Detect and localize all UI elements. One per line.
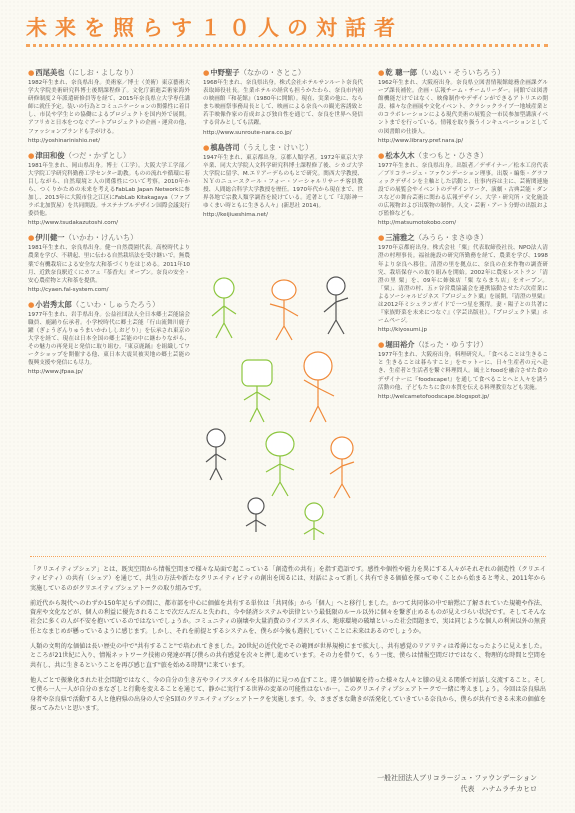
profile-url[interactable]: http://www.library.pref.nara.jp/ bbox=[378, 137, 464, 144]
profile-tsuda bbox=[28, 151, 190, 228]
profile-koiwa bbox=[28, 300, 190, 377]
bullet-icon: ● bbox=[28, 150, 35, 160]
profile-bio: 1968年生まれ、奈良県出身。株式会社ホテルサンルート奈良代表取締役社長。生業ホテルの経営も担うかたわら、奈良市内初の映画館『和花館』（1980年に開館）。現在、実業の他に、ならまち映画祭事務局長として、映画による奈良への観光客誘致と若手映像作家の育成および独自性を通じて、奈良を世界へ発信する営みとしても活躍。 bbox=[203, 80, 363, 127]
profile-bio: 1981年生まれ、岡山県出身。博士（工学）。大阪大学工学部／大学院工学研究科勤務工学センター助教。ものの流れや循環に着目しながら、自然環境と人の関係性について考察。2010年から、つくりかための未来を考えるFabLab Japan Networkに参加し、2013年に大阪市住之江区にFabLab Kitakagaya（ファブラボ北加賀屋）を共同開設。サステナブルデザイン国際会議実行委員他。 bbox=[28, 162, 190, 218]
character-illustrations bbox=[196, 268, 376, 548]
profile-bio: 1977年生まれ、奈良県出身。出版者／デザイナー／松本工房代表／ブリコラージュ・ファウンデーション理事。出版・編集・グラフィックデザインを主軸とした活動と、仕事内容は主に、芸術関連施設での展覧会やイベントのデザインワーク、演劇・古典芸能・ダンスなどの舞台芸術に関わる広報デザイン、大学・研究所・文化施設の広報物および出版物の制作。人文・芸術・アート分野の出版および監修なども。 bbox=[378, 162, 548, 218]
column-middle bbox=[203, 68, 363, 225]
profile-name: ●槙島啓司（うえしま・けいじ） bbox=[203, 142, 313, 152]
signature-org: 一般社団法人ブリコラージュ・ファウンデーション bbox=[377, 774, 537, 782]
profile-bio: 1947年生まれ、東京都出身。京都人類学者。1972年東京大学卒業、同大大学院人文科学研究科博士課程修了後、シカゴ大学大学院に留学、M.エリアーデらのもとで研究。関西大学教授、ＮＹのニュースクール・フォー・ソーシャルリサーチ客員教授、人間総合科学大学教授を歴任。1970年代から現在まで、世界各地で宗教人類学調査を続けている。近著として『幻影神一ゆくまい時ともに生きる人々』(新思社 2014)。 bbox=[203, 154, 363, 210]
profile-nakano bbox=[203, 68, 363, 137]
profile-bio: 1982年生まれ、奈良県出身。美術家／博士（美術）東京藝術大学大学院美術研究科博士後期課程修了。文化庁新進芸術家海外研修制度２年派遣研修員等を経て、2015年奈良県立大学専任講師に就任予定。装いの行為とコミュニケーションの関係性に着目し、市民や学生との協働によるプロジェクトを国内外で展開。アフリカと日本をつなぐアートプロジェクトの企画・運営の他、ファッションブランドも手がける。 bbox=[28, 80, 190, 135]
intro-paragraph: 前近代から現代へのわずか150年足らずの間に、都市部を中心に価値を共有する単位は「共同体」から「個人」へと移行しました。かつて共同体の中で暗黙に了解されていた規範や作法、資産や文化などが、個人の利益に優先されることで次だんだんと失われ、今や経済システムや法律という最低限のルール以外に個々を繋ぎ止めるものが見えづらい状況です。そしてそんな社会に多くの人が不安を抱いているのではないでしょうか。コミュニティの崩壊や大量消費のライフスタイル、地球環境の破壊といった社会問題まで、実は同じような個人の利害以外の無責任となまじめが懸っているように感じます。しかし、それを前提とするシステムを、僕らが今後も選択していくことに未来はあるのでしょうか。 bbox=[30, 599, 547, 635]
page-title: 未来を照らす１０人の対話者 bbox=[26, 16, 403, 40]
profile-url[interactable]: http://welcametofoodscape.blogspot.jp/ bbox=[378, 393, 490, 400]
bullet-icon: ● bbox=[28, 299, 35, 309]
profile-name: ●伊川健一（いかわ・けんいち） bbox=[28, 233, 138, 243]
profile-url[interactable]: http://yoshinarinishio.net/ bbox=[28, 137, 100, 144]
doodle-figure-8 bbox=[330, 437, 354, 498]
profile-name: ●西尾美也（にしお・よしなり） bbox=[28, 68, 138, 77]
profile-name: ●堀田裕介（ほった・ゆうすけ） bbox=[378, 340, 488, 350]
profile-bio: 1981年生まれ、奈良県出身。健一自然農園代表。高校時代より農業を学び、不耕起、里に伝わる自然栽培法を受け継いで。無農薬で有機栽培による安全な大和茶づくりをはじめる。2011年10月、近鉄奈良駅近くにカフェ『茶香夫』オープン。奈良の安全・安心農産物と大和茶を提供。 bbox=[28, 245, 190, 284]
signature-rep: 代表 ハナムラチカヒロ bbox=[460, 785, 537, 793]
bullet-icon: ● bbox=[378, 340, 385, 350]
bullet-icon: ● bbox=[378, 68, 385, 77]
bullet-icon: ● bbox=[378, 150, 385, 160]
doodle-figure-2 bbox=[270, 280, 298, 340]
bullet-icon: ● bbox=[28, 233, 35, 243]
title-divider bbox=[26, 44, 548, 47]
profile-name: ●松本久木（まつもと・ひさき） bbox=[378, 150, 488, 160]
intro-paragraph: 人類の文明的な価値は長い歴史の中で"共有すること"で培われてきました。20世紀の近代化でその範囲が世界規模にまで拡大し、共有感覚のリアリティは希薄になったように見えました。ところが21世紀に入り、情報ネットワーク技術の発達が再び僕らの共有感覚を次々と押し進めています。その力を借りて、もう一度、僕らは情報空間だけではなく、物理的な時間と空間を共有し、共に生きるということを再び感じ直す"旅を始める時期"に来ています。 bbox=[30, 643, 546, 669]
column-right bbox=[378, 68, 548, 407]
profile-miura bbox=[378, 233, 548, 334]
profile-matsumoto bbox=[378, 151, 548, 228]
profile-name: ●三浦雅之（みうら・まさゆき） bbox=[378, 233, 488, 243]
bullet-icon: ● bbox=[203, 68, 210, 77]
intro-paragraph: 「クリエイティブシェア」とは、既実空間から情報空間まで様々な局面で起こっている「創造性の共有」を指す造語です。感性や個性や能力を異にする人々がそれぞれの創造性（クリエイティビティ）の共有（シェア）を通じて、共生の方法や新たなクリエイティビティの創出を図るには、対話によって新しく共有できる価値を探ってゆくことから始まると考え、2011年から実施しているのがクリエイティブシェアトークの取り組みです。 bbox=[30, 566, 546, 592]
profile-url[interactable]: http://keijiueshima.net/ bbox=[203, 212, 268, 219]
profile-name: ●小岩秀太郎（こいわ・しゅうたろう） bbox=[28, 299, 160, 309]
profile-url[interactable]: http://www.sunroute-nara.co.jp/ bbox=[203, 129, 292, 136]
profile-bio: 1977年生まれ、岩手県出身。公益社団法人全日本郷土芸能協会職員、鹿踊り伝承者。小学校時代に郷土芸能「行山流舞川鹿子躍（ぎょうざんりゅうまいかわししおどり）」を伝承され東京の大学を経て、現在は日本全国の郷土芸能の中に継わりながら、その魅力の再発見と発信に取り組む。『東京鹿踊』を組織してワークショップを開催する他、東日本大震災被災地の郷土芸能の復興支援や発信にも尽力。 bbox=[28, 311, 190, 367]
doodle-figure-1 bbox=[212, 278, 236, 338]
profile-ueshima bbox=[203, 143, 363, 220]
doodle-figure-3 bbox=[324, 277, 348, 334]
profile-bio: 1962年生まれ、大阪府出身。奈良県立図書情報館総務企画課グループ課長補佐。企画・広報チーム・チームリーダー。同館では図書館機能だけではなく、映像制作やデザインができるアトリエの開設、様々な企画展や文化イベント、クラシックライブ一地域産業とのコラボレーションによる現代美術の展覧会一市民参加型講演イベントまでを行っている。情報を取り扱うインキュベーションとしての図書館の仕掛人。 bbox=[378, 80, 548, 135]
doodle-figure-6 bbox=[206, 429, 226, 480]
profile-url[interactable]: http://matsumotokobo.com/ bbox=[378, 220, 457, 227]
profile-inui bbox=[378, 68, 548, 145]
profile-url[interactable]: http://kiyosumi.jp bbox=[378, 327, 428, 334]
profile-name: ●中野聖子（なかの・さとこ） bbox=[203, 68, 306, 77]
doodle-figure-9 bbox=[246, 498, 266, 532]
profile-name: ●津田和俊（つだ・かずとし） bbox=[28, 150, 131, 160]
doodle-figure-4 bbox=[242, 360, 272, 422]
profile-name: ●乾 聰一郎（いぬい・そういちろう） bbox=[378, 68, 505, 77]
profile-url[interactable]: http://cyaen.fal-system.com/ bbox=[28, 286, 109, 293]
profile-hotta bbox=[378, 340, 548, 400]
profile-url[interactable]: http://www.tsudakazutoshi.com/ bbox=[28, 220, 119, 227]
profile-bio: 1970年京都府出身。株式会社「粟」代表取締役社長、NPO法人清澄の村理事長。福祉施設の研究所勤務を経て、農業を学び、1998年より奈良へ移住。清澄の里を拠点に、奈良の在来作物の調査研究、栽培保存への取り組みを開始。2002年に農家レストラン「清澄の里 粟」を、09年に姉妹店「粟 ならまち店」をオープン。「粟」、清澄の村、五ヶ谷営農協議会を連携協動させた六次産業によるソーシャルビジネス『プロジェクト粟』を展開。『清澄の里粟』は2012年ミシュランガイドで一つ星を獲得。妻・陽子との共著に『家族野菜を未来につなぐ』（学芸出版社）。『プロジェクト粟』ホームページ。 bbox=[378, 245, 548, 325]
bullet-icon: ● bbox=[378, 233, 385, 243]
profile-bio: 1977年生まれ、大阪府出身。料理研究人。「食べることは生きること 生きることは暮らすこと」をモットーに、日々生産者の元へ赴き、生産者と生活者を繋ぐ料理問人。風土とfoodを融合させた食のデザイナーに『foodscape!』を通して食べることへと人々を誘う活動の他、子どもたちに食の本質を伝える料理教室なども実施。 bbox=[378, 352, 548, 391]
column-left bbox=[28, 68, 190, 382]
profile-url[interactable]: http://www.jfpaa.jp/ bbox=[28, 369, 83, 376]
doodle-figure-5 bbox=[304, 352, 334, 422]
doodle-figure-7 bbox=[266, 432, 294, 496]
doodle-figure-10 bbox=[304, 503, 324, 540]
intro-text bbox=[30, 556, 546, 719]
bullet-icon: ● bbox=[28, 68, 35, 77]
profile-ikawa bbox=[28, 233, 190, 293]
profile-nishio bbox=[28, 68, 190, 145]
intro-paragraph: 他人ごとで振象化された社会問題ではなく、今の自分の生き方やライフスタイルを具体的に見つめ直すこと。違う価値観を持った様々な人々と膝の見える関係で対話し交流すること。そして僕ら一人一人が自分のまなざしと行動を変えることを通じて、静かに実行する世界の変革の可能性はないか一。このクリエイティブシェアトークで一緒に考えましょう。今回は奈良県出身者や奈良県で活動する人と他府県の出身の人で全5回のクリエイティブシェアトークを実施します。今、さまざまな動きが活発化していきている奈良から、僕らが共有できる未来の価値を探ってみたいと思います。 bbox=[30, 676, 546, 712]
signature bbox=[377, 773, 537, 795]
bullet-icon: ● bbox=[203, 142, 210, 152]
